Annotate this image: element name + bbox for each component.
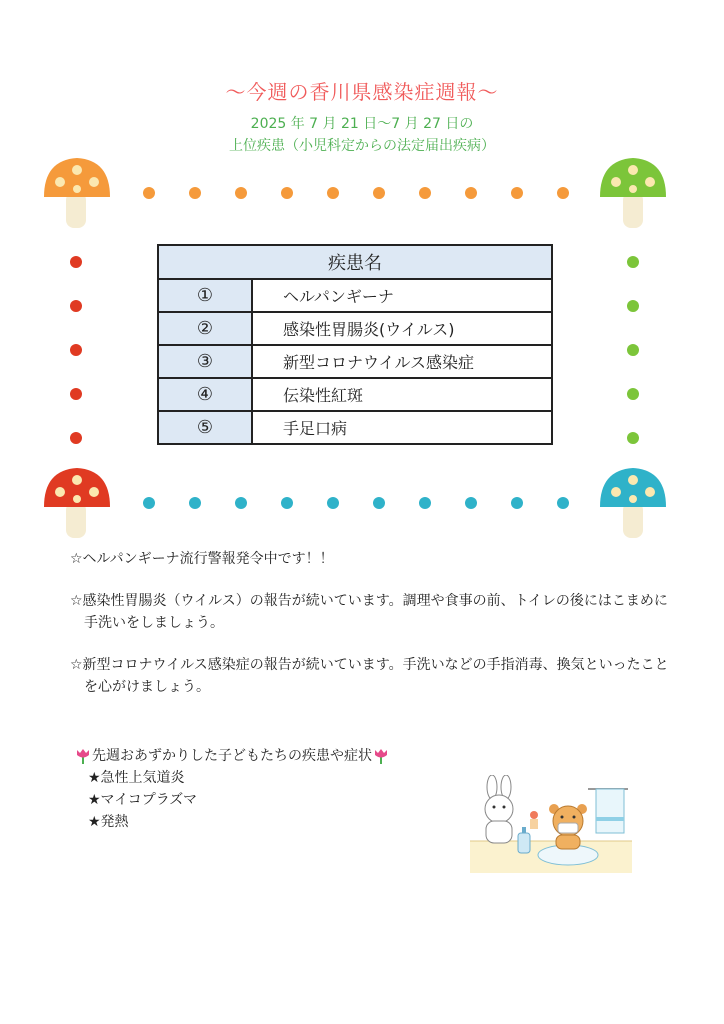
mushroom-icon: [600, 158, 666, 228]
tulip-icon: [374, 748, 388, 764]
bottom-dot-row: [143, 497, 569, 509]
list-item: ★マイコプラズマ: [88, 792, 198, 808]
rank-cell: ②: [158, 312, 252, 345]
cases-heading: 先週おあずかりした子どもたちの疾患や症状: [92, 748, 372, 764]
list-item: ★発熱: [88, 814, 129, 830]
subtitle: 上位疾患（小児科定からの法定届出疾病）: [229, 138, 495, 154]
handwashing-illustration: [470, 775, 632, 873]
cases-heading-row: [74, 745, 390, 767]
table-row: [158, 411, 552, 444]
right-dot-column: [627, 256, 639, 444]
tulip-icon: [76, 748, 90, 764]
page-title: ～今週の香川県感染症週報～: [225, 80, 499, 104]
table-row: [158, 279, 552, 312]
disease-name-cell: 新型コロナウイルス感染症: [252, 345, 552, 378]
table-row: [158, 312, 552, 345]
mushroom-icon: [44, 468, 110, 538]
left-dot-column: [70, 256, 82, 444]
rank-cell: ③: [158, 345, 252, 378]
table-row: [158, 378, 552, 411]
note-herpangina-alert: ☆ヘルパンギーナ流行警報発令中です！！: [70, 551, 334, 567]
cases-list: [74, 767, 390, 833]
disease-name-cell: ヘルパンギーナ: [252, 279, 552, 312]
mushroom-icon: [44, 158, 110, 228]
note-gastroenteritis: ☆感染性胃腸炎（ウイルス）の報告が続いています。調理や食事の前、トイレの後にはこまめに手洗いをしましょう。: [70, 593, 668, 631]
table-header: 疾患名: [158, 245, 552, 279]
table-header-row: [158, 245, 552, 279]
rank-cell: ①: [158, 279, 252, 312]
notes-section: [70, 548, 680, 718]
disease-name-cell: 感染性胃腸炎(ウイルス): [252, 312, 552, 345]
disease-name-cell: 伝染性紅斑: [252, 378, 552, 411]
disease-table: [157, 244, 553, 445]
rank-cell: ④: [158, 378, 252, 411]
note-covid: ☆新型コロナウイルス感染症の報告が続いています。手洗いなどの手指消毒、換気といったことを心がけましょう。: [70, 657, 669, 695]
cases-section: [74, 745, 390, 833]
table-row: [158, 345, 552, 378]
disease-name-cell: 手足口病: [252, 411, 552, 444]
mushroom-icon: [600, 468, 666, 538]
top-dot-row: [143, 187, 569, 199]
list-item: ★急性上気道炎: [88, 770, 185, 786]
date-range: 2025 年 7 月 21 日～7 月 27 日の: [250, 116, 474, 132]
rank-cell: ⑤: [158, 411, 252, 444]
